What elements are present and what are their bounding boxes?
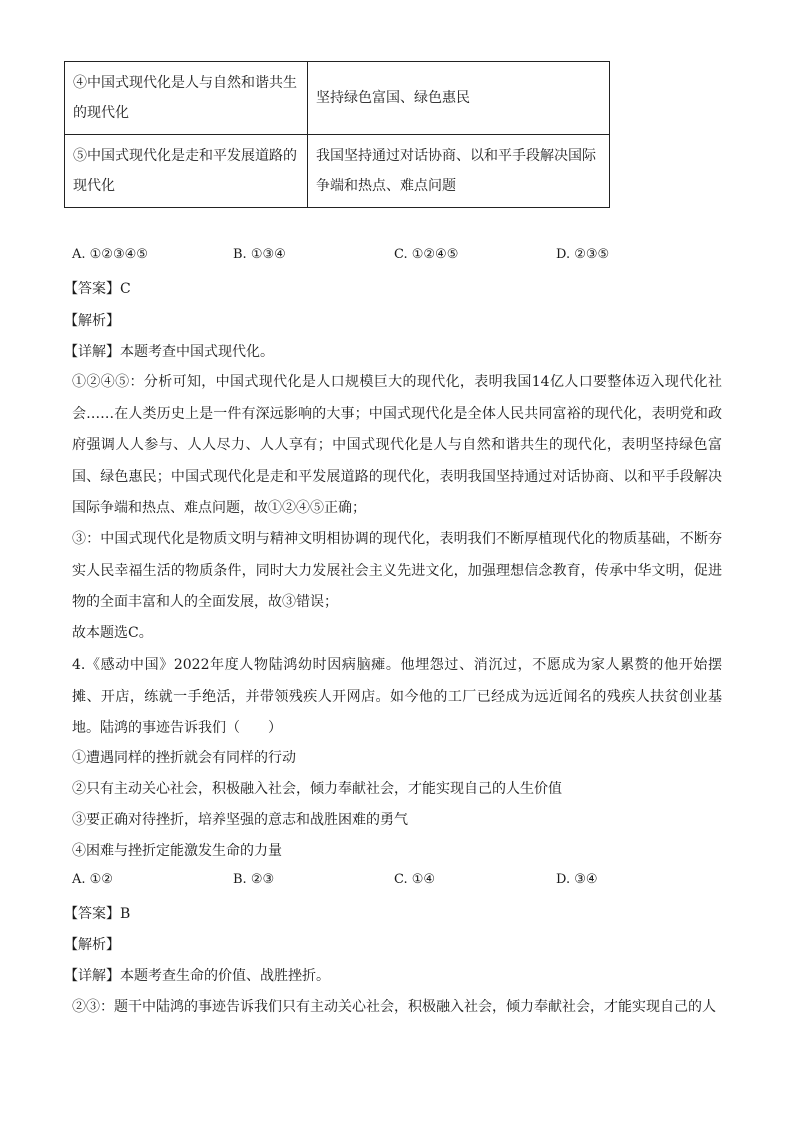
q4-option-b: B. ②③ <box>233 872 275 887</box>
q3-option-b: B. ①③④ <box>233 247 286 262</box>
table-cell-statement: ⑤中国式现代化是走和平发展道路的现代化 <box>65 135 308 208</box>
q4-analysis-label: 【解析】 <box>64 937 120 953</box>
q4-item-2: ②只有主动关心社会，积极融入社会，倾力奉献社会，才能实现自己的人生价值 <box>72 781 562 797</box>
q4-options <box>72 872 712 892</box>
comparison-table <box>64 61 610 208</box>
q4-option-d: D. ③④ <box>556 872 598 887</box>
q4-item-3: ③要正确对待挫折，培养坚强的意志和战胜困难的勇气 <box>72 812 408 828</box>
table-cell-evidence: 坚持绿色富国、绿色惠民 <box>308 62 610 135</box>
q3-detail: 【详解】本题考查中国式现代化。 <box>64 344 274 360</box>
q3-analysis-label: 【解析】 <box>64 313 120 329</box>
q3-analysis-paragraph-1: ①②④⑤：分析可知，中国式现代化是人口规模巨大的现代化，表明我国14亿人口要整体迈入现代化社会……在人类历史上是一件有深远影响的大事；中国式现代化是全体人民共同富裕的现代化，表明党和政府强调人人参与、人人尽力、人人享有；中国式现代化是人与自然和谐共生的现代化，表明坚持绿色富国、绿色惠民；中国式现代化是走和平发展道路的现代化，表明我国坚持通过对话协商、以和平手段解决国际争端和热点、难点问题，故①②④⑤正确； <box>72 374 722 516</box>
q3-options <box>72 247 712 267</box>
table-row <box>65 135 610 208</box>
table-row <box>65 62 610 135</box>
q4-item-4: ④困难与挫折定能激发生命的力量 <box>72 843 282 859</box>
q3-conclusion: 故本题选C。 <box>72 625 153 641</box>
q4-stem: 4.《感动中国》2022年度人物陆鸿幼时因病脑瘫。他埋怨过、消沉过，不愿成为家人累赘的他开始摆摊、开店，练就一手绝活，并带领残疾人开网店。如今他的工厂已经成为远近闻名的残疾人扶贫创业基地。陆鸿的事迹告诉我们（ ） <box>72 657 722 736</box>
q4-option-a: A. ①② <box>72 872 113 887</box>
q4-option-c: C. ①④ <box>394 872 436 887</box>
q3-option-c: C. ①②④⑤ <box>394 247 459 262</box>
q4-item-1: ①遭遇同样的挫折就会有同样的行动 <box>72 750 296 766</box>
q3-option-a: A. ①②③④⑤ <box>72 247 148 262</box>
q3-option-d: D. ②③⑤ <box>556 247 610 262</box>
q4-detail: 【详解】本题考查生命的价值、战胜挫折。 <box>64 968 330 984</box>
q3-analysis-paragraph-2: ③：中国式现代化是物质文明与精神文明相协调的现代化，表明我们不断厚植现代化的物质基础，不断夯实人民幸福生活的物质条件，同时大力发展社会主义先进文化，加强理想信念教育，传承中华文明，促进物的全面丰富和人的全面发展，故③错误； <box>72 531 722 610</box>
q3-answer: 【答案】C <box>64 281 131 297</box>
table-cell-evidence: 我国坚持通过对话协商、以和平手段解决国际争端和热点、难点问题 <box>308 135 610 208</box>
q4-answer: 【答案】B <box>64 906 131 922</box>
table-cell-statement: ④中国式现代化是人与自然和谐共生的现代化 <box>65 62 308 135</box>
q4-analysis-paragraph-1: ②③：题干中陆鸿的事迹告诉我们只有主动关心社会，积极融入社会，倾力奉献社会，才能实现自己的人 <box>72 999 716 1015</box>
